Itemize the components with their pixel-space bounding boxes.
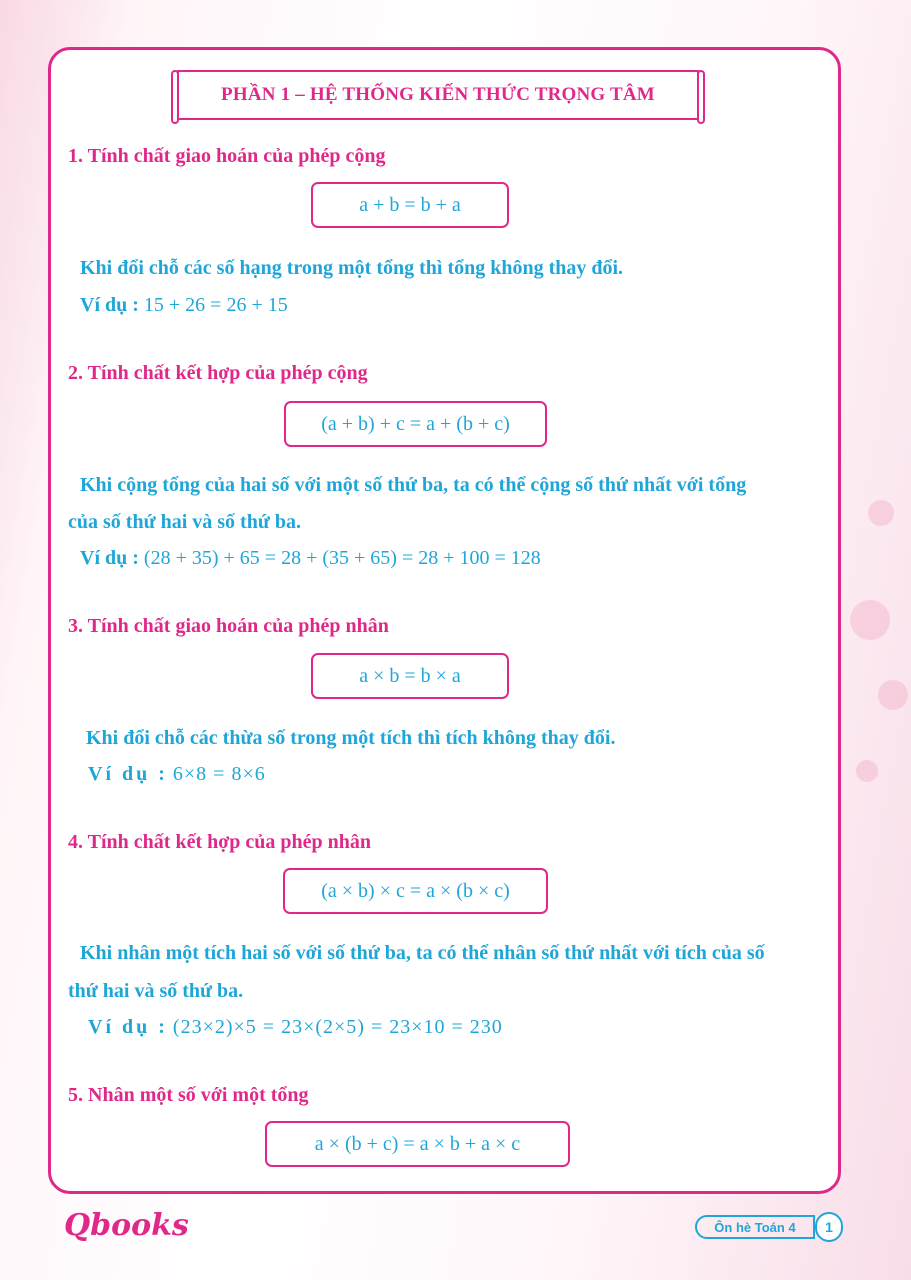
section-2-desc-line-2: của số thứ hai và số thứ ba. — [68, 511, 301, 533]
qbooks-logo: Qbooks — [64, 1208, 189, 1243]
example-value: 6×8 = 8×6 — [172, 763, 266, 785]
section-1-desc: Khi đổi chỗ các số hạng trong một tổng thì tổng không thay đổi. — [80, 257, 624, 279]
example-label: Ví dụ : — [80, 294, 139, 316]
example-label: Ví dụ : — [88, 763, 168, 785]
section-3-heading: 3. Tính chất giao hoán của phép nhân — [68, 615, 389, 637]
example-value: 15 + 26 = 26 + 15 — [143, 294, 288, 316]
section-banner — [177, 70, 699, 120]
section-2-heading: 2. Tính chất kết hợp của phép cộng — [68, 362, 368, 384]
example-label: Ví dụ : — [88, 1016, 168, 1038]
example-value: (28 + 35) + 65 = 28 + (35 + 65) = 28 + 100 = 128 — [143, 547, 541, 569]
section-4-heading: 4. Tính chất kết hợp của phép nhân — [68, 831, 372, 853]
section-3-formula: a × b = b × a — [311, 653, 509, 699]
section-2-desc-line-1: Khi cộng tổng của hai số với một số thứ ba, ta có thể cộng số thứ nhất với tổng — [80, 474, 747, 496]
example-value: (23×2)×5 = 23×(2×5) = 23×10 = 230 — [172, 1016, 503, 1038]
section-4-desc-line-2: thứ hai và số thứ ba. — [68, 980, 244, 1002]
section-4-formula: (a × b) × c = a × (b × c) — [283, 868, 548, 914]
section-4-desc-line-1: Khi nhân một tích hai số với số thứ ba, ta có thể nhân số thứ nhất với tích của số — [80, 942, 765, 964]
section-1-heading: 1. Tính chất giao hoán của phép cộng — [68, 145, 386, 167]
section-3-example — [88, 763, 266, 786]
section-1-example — [80, 294, 288, 317]
section-4-example — [88, 1016, 503, 1039]
section-5-heading: 5. Nhân một số với một tổng — [68, 1084, 309, 1106]
section-2-formula: (a + b) + c = a + (b + c) — [284, 401, 547, 447]
section-3-desc: Khi đổi chỗ các thừa số trong một tích thì tích không thay đổi. — [86, 727, 616, 749]
section-5-formula: a × (b + c) = a × b + a × c — [265, 1121, 570, 1167]
banner-title: PHẦN 1 – HỆ THỐNG KIẾN THỨC TRỌNG TÂM — [221, 84, 655, 105]
section-1-formula: a + b = b + a — [311, 182, 509, 228]
series-badge: Ôn hè Toán 4 — [695, 1215, 815, 1239]
example-label: Ví dụ : — [80, 547, 139, 569]
page-number: 1 — [815, 1212, 843, 1242]
section-2-example — [80, 547, 541, 570]
